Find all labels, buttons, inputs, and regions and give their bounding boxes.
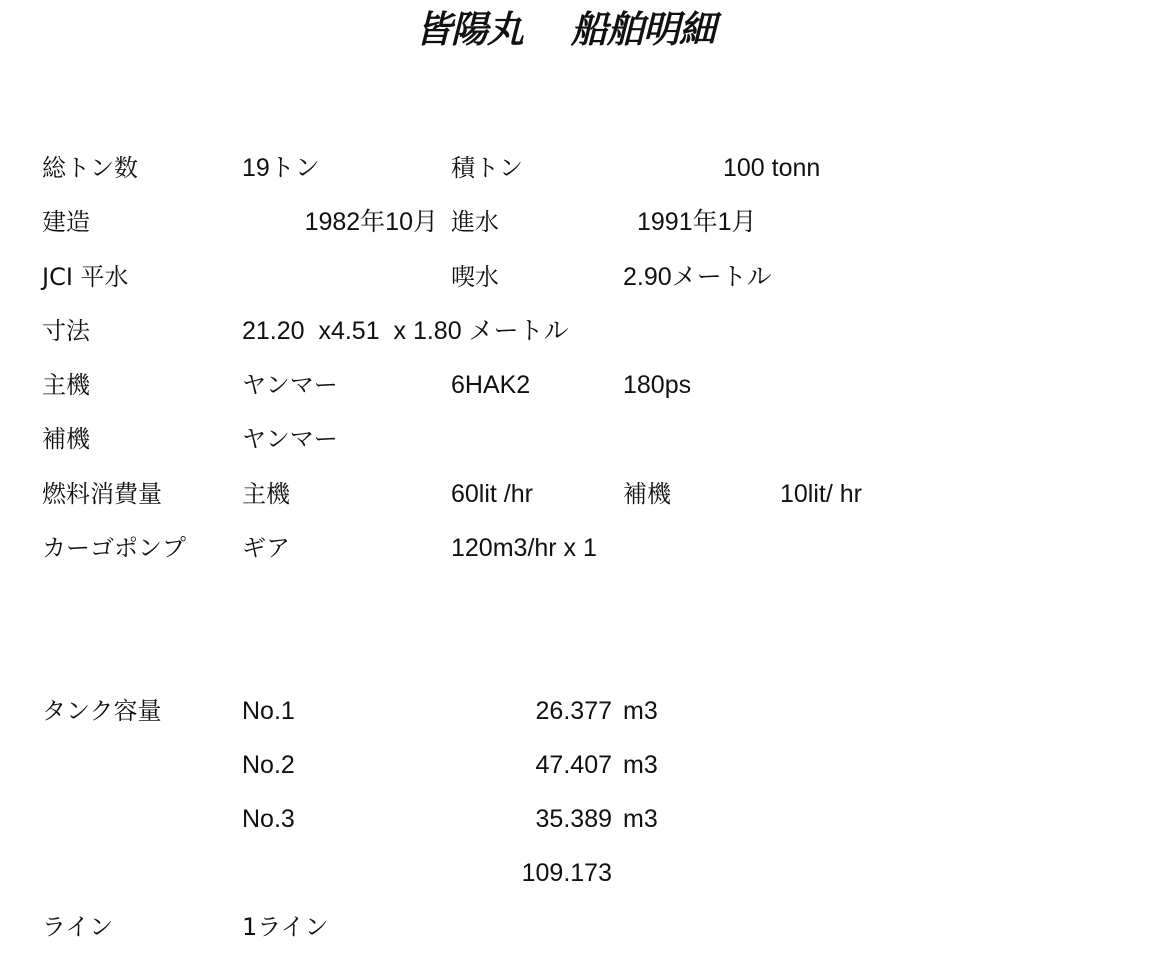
tank-name: No.1 (242, 697, 295, 725)
document-title: 皆陽丸 船舶明細 (415, 8, 715, 51)
built-label: 建造 (42, 208, 90, 236)
cargo-pump-capacity: 120m3/hr x 1 (451, 534, 597, 562)
tank-unit: m3 (623, 805, 658, 833)
main-engine-label: 主機 (42, 371, 90, 399)
line-value: 1ライン (242, 913, 329, 941)
draft-value: 2.90メートル (623, 263, 772, 291)
built-value: 1982年10月 (304, 208, 438, 236)
dimensions-label: 寸法 (42, 317, 90, 345)
deadweight-value: 100 tonn (723, 154, 821, 182)
jci-label: JCI 平水 (42, 263, 129, 291)
fuel-main-label: 主機 (242, 480, 290, 508)
tank-name: No.2 (242, 751, 295, 779)
main-engine-model: 6HAK2 (451, 371, 531, 399)
gross-tonnage-value: 19トン (242, 154, 320, 182)
tank-name: No.3 (242, 805, 295, 833)
dimensions-value: 21.20 x4.51 x 1.80 メートル (242, 317, 569, 345)
cargo-pump-label: カーゴポンプ (42, 534, 186, 562)
fuel-aux-value: 10lit/ hr (780, 480, 862, 508)
fuel-consumption-label: 燃料消費量 (42, 480, 162, 508)
tank-value: 26.377 (535, 697, 612, 725)
fuel-aux-label: 補機 (623, 480, 671, 508)
line-label: ライン (42, 913, 114, 941)
main-engine-maker: ヤンマー (242, 371, 338, 399)
deadweight-label: 積トン (451, 154, 523, 182)
gross-tonnage-label: 総トン数 (42, 154, 138, 182)
main-engine-power: 180ps (623, 371, 692, 399)
draft-label: 喫水 (451, 263, 499, 291)
launched-value: 1991年1月 (637, 208, 757, 236)
aux-engine-maker: ヤンマー (242, 425, 338, 453)
tank-unit: m3 (623, 751, 658, 779)
tank-unit: m3 (623, 697, 658, 725)
tank-capacity-label: タンク容量 (42, 697, 162, 725)
tank-value: 35.389 (535, 805, 612, 833)
aux-engine-label: 補機 (42, 425, 90, 453)
tank-value: 47.407 (535, 751, 612, 779)
tank-total: 109.173 (521, 859, 612, 887)
launched-label: 進水 (451, 208, 499, 236)
cargo-pump-type: ギア (242, 534, 290, 562)
fuel-main-value: 60lit /hr (451, 480, 533, 508)
